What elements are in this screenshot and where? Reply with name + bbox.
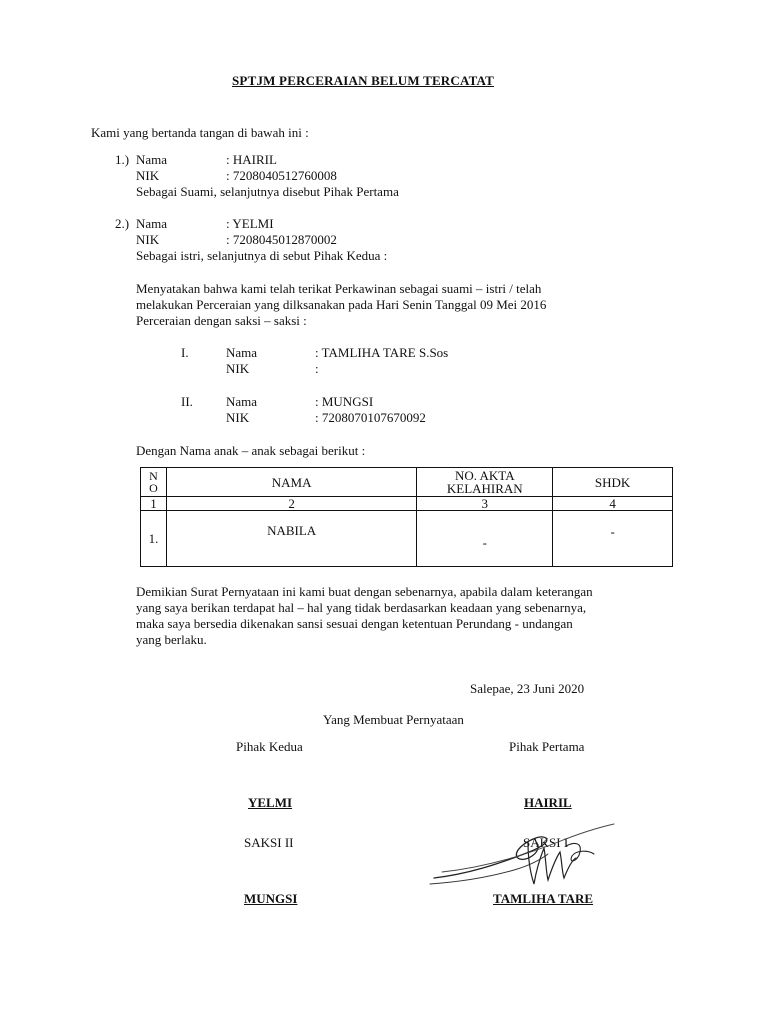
party2-nik-label: NIK bbox=[136, 232, 160, 247]
column-number: 4 bbox=[553, 497, 673, 511]
closing-line: yang berlaku. bbox=[136, 632, 207, 647]
closing-line: yang saya berikan terdapat hal – hal yang tidak berdasarkan keadaan yang sebenarnya, bbox=[136, 600, 587, 615]
party2-number: 2.) bbox=[115, 216, 130, 231]
party1-number: 1.) bbox=[115, 152, 130, 167]
closing-line: Demikian Surat Pernyataan ini kami buat dengan sebenarnya, apabila dalam keterangan bbox=[136, 584, 593, 599]
left-witness-label: SAKSI II bbox=[244, 835, 294, 850]
witness1-nama-value: : TAMLIHA TARE S.Sos bbox=[315, 345, 449, 360]
party2-description: Sebagai istri, selanjutnya di sebut Pihak Kedua : bbox=[136, 248, 388, 263]
party2-nik-value: : 7208045012870002 bbox=[226, 232, 337, 247]
row-akta: - bbox=[417, 511, 553, 567]
intro-text: Kami yang bertanda tangan di bawah ini : bbox=[91, 125, 309, 140]
witness2-nama-label: Nama bbox=[226, 394, 258, 409]
witness1-nik-label: NIK bbox=[226, 361, 250, 376]
column-number: 3 bbox=[417, 497, 553, 511]
table-row bbox=[141, 511, 673, 567]
party1-nama-label: Nama bbox=[136, 152, 168, 167]
table-column-number-row bbox=[141, 497, 673, 511]
party1-nama-value: : HAIRIL bbox=[226, 152, 277, 167]
header-nama: NAMA bbox=[166, 468, 416, 497]
party1-nik-label: NIK bbox=[136, 168, 160, 183]
column-number: 1 bbox=[141, 497, 167, 511]
right-witness-name: TAMLIHA TARE bbox=[493, 891, 594, 906]
children-table bbox=[140, 467, 673, 567]
party1-description: Sebagai Suami, selanjutnya disebut Pihak Pertama bbox=[136, 184, 399, 199]
column-number: 2 bbox=[166, 497, 416, 511]
statement-line: Menyatakan bahwa kami telah terikat Perkawinan sebagai suami – istri / telah bbox=[136, 281, 542, 296]
party2-nama-value: : YELMI bbox=[226, 216, 274, 231]
signature-heading: Yang Membuat Pernyataan bbox=[323, 712, 464, 727]
witness2-number: II. bbox=[181, 394, 193, 409]
right-witness-label: SAKSI I bbox=[523, 835, 569, 850]
children-intro: Dengan Nama anak – anak sebagai berikut : bbox=[136, 443, 366, 458]
witness1-number: I. bbox=[181, 345, 189, 360]
row-nama: NABILA bbox=[166, 511, 416, 567]
witness2-nama-value: : MUNGSI bbox=[315, 394, 374, 409]
witness2-nik-value: : 7208070107670092 bbox=[315, 410, 426, 425]
header-shdk: SHDK bbox=[553, 468, 673, 497]
right-signer-name: HAIRIL bbox=[524, 795, 572, 810]
left-signer-name: YELMI bbox=[248, 795, 293, 810]
row-shdk: - bbox=[553, 511, 673, 567]
witness1-nama-label: Nama bbox=[226, 345, 258, 360]
closing-line: maka saya bersedia dikenakan sansi sesuai dengan ketentuan Perundang - undangan bbox=[136, 616, 573, 631]
statement-line: Perceraian dengan saksi – saksi : bbox=[136, 313, 307, 328]
handwritten-signature bbox=[428, 812, 624, 898]
place-date: Salepae, 23 Juni 2020 bbox=[470, 681, 585, 696]
left-witness-name: MUNGSI bbox=[244, 891, 298, 906]
party2-nama-label: Nama bbox=[136, 216, 168, 231]
witness1-nik-value: : bbox=[315, 361, 319, 376]
header-no: N O bbox=[141, 468, 167, 497]
statement-line: melakukan Perceraian yang dilksanakan pada Hari Senin Tanggal 09 Mei 2016 bbox=[136, 297, 547, 312]
row-no: 1. bbox=[141, 511, 167, 567]
left-role: Pihak Kedua bbox=[236, 739, 303, 754]
table-header-row bbox=[141, 468, 673, 497]
document-title: SPTJM PERCERAIAN BELUM TERCATAT bbox=[232, 73, 495, 88]
header-akta: NO. AKTA KELAHIRAN bbox=[417, 468, 553, 497]
party1-nik-value: : 7208040512760008 bbox=[226, 168, 337, 183]
witness2-nik-label: NIK bbox=[226, 410, 250, 425]
right-role: Pihak Pertama bbox=[509, 739, 585, 754]
